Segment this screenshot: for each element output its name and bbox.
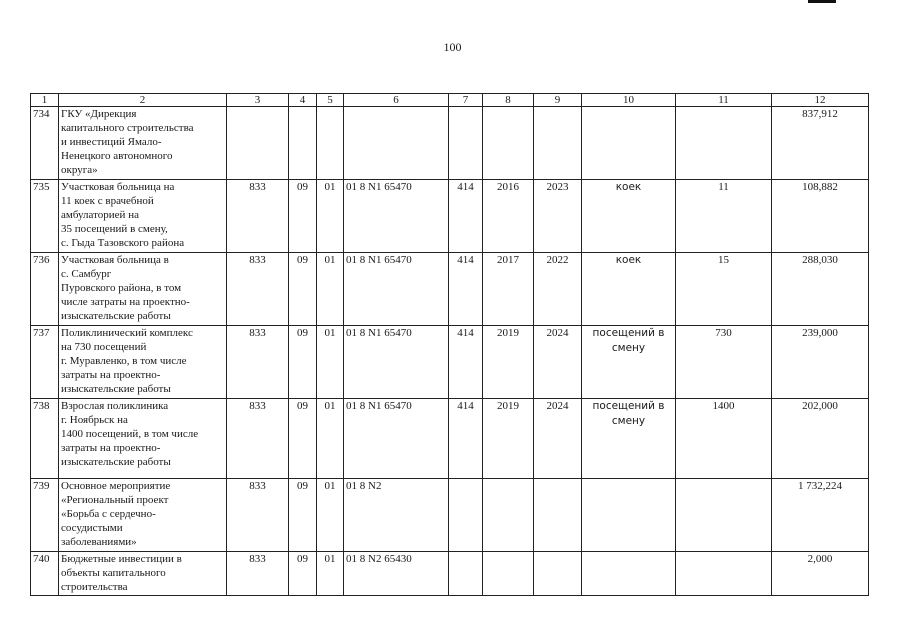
capacity-value [676,552,772,596]
end-year: 2023 [534,180,582,253]
capacity-unit [582,107,676,180]
capacity-unit [582,326,676,399]
ministry-code [227,107,289,180]
ministry-code: 833 [227,399,289,479]
column-header: 2 [59,94,227,107]
object-name-line: Ненецкого автономного [61,150,173,162]
amount-value: 202,000 [772,399,869,479]
capacity-value: 15 [676,253,772,326]
column-header: 9 [534,94,582,107]
ministry-code: 833 [227,253,289,326]
capacity-unit [582,479,676,552]
start-year [483,479,534,552]
column-header: 1 [31,94,59,107]
capacity-unit [582,253,676,326]
start-year [483,552,534,596]
object-name-line: Основное мероприятие [61,480,171,492]
subsection-code: 01 [317,326,344,399]
capacity-unit [582,180,676,253]
budget-table [30,93,869,596]
expense-type-code: 414 [449,399,483,479]
object-name-line: Участковая больница в [61,254,169,266]
object-name-line: затраты на проектно- [61,442,161,454]
column-header: 4 [289,94,317,107]
object-name [59,479,227,552]
object-name [59,552,227,596]
expense-type-code [449,107,483,180]
subsection-code: 01 [317,399,344,479]
column-header: 3 [227,94,289,107]
table-row [31,399,869,479]
section-code: 09 [289,399,317,479]
target-article-code: 01 8 N2 [344,479,449,552]
object-name-line: изыскательские работы [61,456,171,468]
object-name-line: «Борьба с сердечно- [61,508,156,520]
ministry-code: 833 [227,479,289,552]
object-name-line: капитального строительства [61,122,194,134]
capacity-unit [582,552,676,596]
object-name-line: изыскательские работы [61,383,171,395]
row-number: 739 [31,479,59,552]
column-header: 11 [676,94,772,107]
subsection-code [317,107,344,180]
subsection-code: 01 [317,253,344,326]
column-header: 8 [483,94,534,107]
expense-type-code [449,552,483,596]
amount-value: 108,882 [772,180,869,253]
object-name-line: Взрослая поликлиника [61,400,169,412]
amount-value: 1 732,224 [772,479,869,552]
amount-value: 2,000 [772,552,869,596]
expense-type-code: 414 [449,253,483,326]
object-name [59,180,227,253]
section-code: 09 [289,253,317,326]
object-name-line: Поликлинический комплекс [61,327,193,339]
page-number: 100 [443,40,462,54]
end-year: 2024 [534,399,582,479]
expense-type-code: 414 [449,326,483,399]
capacity-value: 1400 [676,399,772,479]
ministry-code: 833 [227,326,289,399]
capacity-value [676,479,772,552]
capacity-value [676,107,772,180]
section-code: 09 [289,180,317,253]
row-number: 736 [31,253,59,326]
section-code: 09 [289,479,317,552]
capacity-unit-line: смену [611,415,646,427]
target-article-code [344,107,449,180]
target-article-code: 01 8 N1 65470 [344,180,449,253]
capacity-value: 11 [676,180,772,253]
capacity-value: 730 [676,326,772,399]
object-name-line: Пуровского района, в том [61,282,182,294]
start-year [483,107,534,180]
capacity-unit-line: посещений в [592,400,665,412]
object-name [59,326,227,399]
object-name-line: на 730 посещений [61,341,147,353]
object-name-line: округа» [61,164,98,176]
object-name-line: амбулаторией на [61,209,139,221]
object-name-line: ГКУ «Дирекция [61,108,137,120]
object-name-line: и инвестиций Ямало- [61,136,162,148]
target-article-code: 01 8 N1 65470 [344,253,449,326]
row-number: 734 [31,107,59,180]
object-name-line: объекты капитального [61,567,166,579]
column-header: 5 [317,94,344,107]
expense-type-code: 414 [449,180,483,253]
column-header: 6 [344,94,449,107]
capacity-unit-line: коек [615,181,642,193]
section-code: 09 [289,326,317,399]
column-header: 12 [772,94,869,107]
end-year [534,552,582,596]
object-name-line: изыскательские работы [61,310,171,322]
object-name-line: г. Ноябрьск на [61,414,128,426]
capacity-unit-line: смену [611,342,646,354]
object-name [59,399,227,479]
end-year: 2022 [534,253,582,326]
object-name-line: 11 коек с врачебной [61,195,154,207]
object-name-line: с. Гыда Тазовского района [61,237,185,249]
object-name-line: затраты на проектно- [61,369,161,381]
start-year: 2017 [483,253,534,326]
object-name-line: заболеваниями» [61,536,137,548]
subsection-code: 01 [317,479,344,552]
table-row [31,552,869,596]
object-name-line: Бюджетные инвестиции в [61,553,182,565]
object-name [59,253,227,326]
object-name-line: с. Самбург [61,268,112,280]
end-year [534,479,582,552]
subsection-code: 01 [317,552,344,596]
ministry-code: 833 [227,180,289,253]
target-article-code: 01 8 N2 65430 [344,552,449,596]
column-header: 7 [449,94,483,107]
object-name-line: строительства [61,581,128,593]
row-number: 735 [31,180,59,253]
expense-type-code [449,479,483,552]
end-year: 2024 [534,326,582,399]
capacity-unit [582,399,676,479]
capacity-unit-line: посещений в [592,327,665,339]
object-name-line: 1400 посещений, в том числе [61,428,199,440]
object-name-line: 35 посещений в смену, [61,223,168,235]
table-row [31,180,869,253]
end-year [534,107,582,180]
target-article-code: 01 8 N1 65470 [344,326,449,399]
object-name-line: числе затраты на проектно- [61,296,190,308]
row-number: 738 [31,399,59,479]
subsection-code: 01 [317,180,344,253]
table-row [31,107,869,180]
page-corner-mark [808,0,836,3]
section-code [289,107,317,180]
start-year: 2019 [483,399,534,479]
object-name-line: г. Муравленко, в том числе [61,355,187,367]
table-row [31,326,869,399]
amount-value: 837,912 [772,107,869,180]
object-name-line: «Региональный проект [61,494,169,506]
start-year: 2016 [483,180,534,253]
object-name-line: Участковая больница на [61,181,175,193]
amount-value: 239,000 [772,326,869,399]
target-article-code: 01 8 N1 65470 [344,399,449,479]
row-number: 737 [31,326,59,399]
header-row [31,94,869,107]
amount-value: 288,030 [772,253,869,326]
section-code: 09 [289,552,317,596]
capacity-unit-line: коек [615,254,642,266]
row-number: 740 [31,552,59,596]
object-name [59,107,227,180]
table-row [31,253,869,326]
ministry-code: 833 [227,552,289,596]
start-year: 2019 [483,326,534,399]
object-name-line: сосудистыми [61,522,123,534]
table-row [31,479,869,552]
column-header: 10 [582,94,676,107]
